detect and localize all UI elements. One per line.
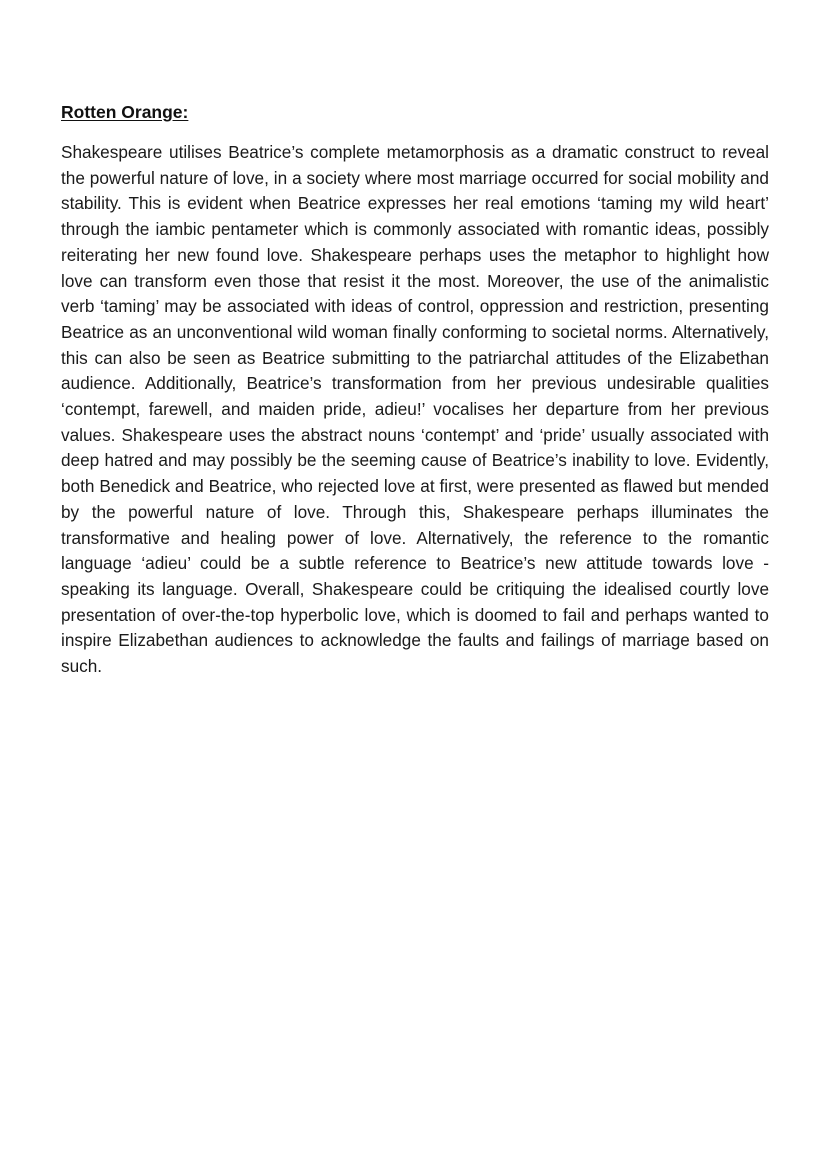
essay-paragraph: Shakespeare utilises Beatrice’s complete metamorphosis as a dramatic construct to reveal the powerful nature of love, in a society where most marriage occurred for social mobility and stability. This is evident when Beatrice expresses her real emotions ‘taming my wild heart’ through the iambic pentameter which is commonly associated with romantic ideas, possibly reiterating her new found love. Shakespeare perhaps uses the metaphor to highlight how love can transform even those that resist it the most. Moreover, the use of the animalistic verb ‘taming’ may be associated with ideas of control, oppression and restriction, presenting Beatrice as an unconventional wild woman finally conforming to societal norms. Alternatively, this can also be seen as Beatrice submitting to the patriarchal attitudes of the Elizabethan audience. Additionally, Beatrice’s transformation from her previous undesirable qualities ‘contempt, farewell, and maiden pride, adieu!’ vocalises her departure from her previous values. Shakespeare uses the abstract nouns ‘contempt’ and ‘pride’ usually associated with deep hatred and may possibly be the seeming cause of Beatrice’s inability to love. Evidently, both Benedick and Beatrice, who rejected love at first, were presented as flawed but mended by the powerful nature of love. Through this, Shakespeare perhaps illuminates the transformative and healing power of love. Alternatively, the reference to the romantic language ‘adieu’ could be a subtle reference to Beatrice’s new attitude towards love - speaking its language. Overall, Shakespeare could be critiquing the idealised courtly love presentation of over-the-top hyperbolic love, which is doomed to fail and perhaps wanted to inspire Elizabethan audiences to acknowledge the faults and failings of marriage based on such. [61, 142, 769, 677]
section-heading: Rotten Orange: [61, 102, 189, 122]
